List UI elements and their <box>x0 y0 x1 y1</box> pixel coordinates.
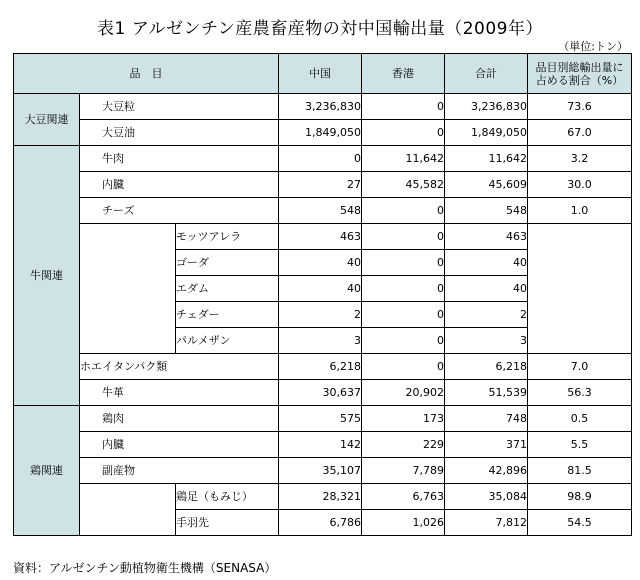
row-name: 牛肉 <box>80 146 279 172</box>
cell-hongkong: 1,026 <box>362 510 445 536</box>
cell-china: 28,321 <box>279 484 362 510</box>
unit-note: （単位:トン） <box>558 40 628 53</box>
row-name: 牛革 <box>80 380 279 406</box>
row-name: ゴーダ <box>176 250 279 276</box>
row-name: ホエイタンパク類 <box>80 354 279 380</box>
table-title: 表1 アルゼンチン産農畜産物の対中国輸出量（2009年） <box>97 19 543 39</box>
cell-china: 6,218 <box>279 354 362 380</box>
row-name: 鶏肉 <box>80 406 279 432</box>
table-row <box>14 120 632 146</box>
cell-hongkong: 20,902 <box>362 380 445 406</box>
cell-total: 1,849,050 <box>445 120 528 146</box>
cell-hongkong: 0 <box>362 302 445 328</box>
cell-hongkong: 229 <box>362 432 445 458</box>
table-row <box>14 458 632 484</box>
cell-share: 1.0 <box>528 198 632 224</box>
cell-hongkong: 0 <box>362 328 445 354</box>
cell-hongkong: 45,582 <box>362 172 445 198</box>
cell-china: 142 <box>279 432 362 458</box>
cell-share: 30.0 <box>528 172 632 198</box>
cell-share: 73.6 <box>528 94 632 120</box>
row-name: 内臓 <box>80 172 279 198</box>
table-row <box>14 94 632 120</box>
cell-total: 371 <box>445 432 528 458</box>
export-table <box>13 53 632 536</box>
row-name: 手羽先 <box>176 510 279 536</box>
cell-total: 40 <box>445 250 528 276</box>
table-header-row <box>14 54 632 94</box>
cell-share: 81.5 <box>528 458 632 484</box>
group-chicken: 鶏関連 <box>14 406 80 536</box>
header-item: 品 目 <box>14 54 279 94</box>
indent-spacer <box>80 224 176 354</box>
cell-share: 0.5 <box>528 406 632 432</box>
table-row <box>14 172 632 198</box>
cell-hongkong: 0 <box>362 198 445 224</box>
cell-total: 2 <box>445 302 528 328</box>
cell-china: 6,786 <box>279 510 362 536</box>
cell-share: 56.3 <box>528 380 632 406</box>
cell-china: 35,107 <box>279 458 362 484</box>
cell-total: 748 <box>445 406 528 432</box>
cell-share: 5.5 <box>528 432 632 458</box>
cell-share: 54.5 <box>528 510 632 536</box>
row-name: 大豆粒 <box>80 94 279 120</box>
cell-total: 7,812 <box>445 510 528 536</box>
cell-hongkong: 6,763 <box>362 484 445 510</box>
header-share: 品目別総輸出量に占める割合（%） <box>528 54 632 94</box>
cell-china: 2 <box>279 302 362 328</box>
cell-hongkong: 0 <box>362 120 445 146</box>
cell-hongkong: 7,789 <box>362 458 445 484</box>
cell-share: 3.2 <box>528 146 632 172</box>
table-row <box>14 406 632 432</box>
cell-china: 40 <box>279 276 362 302</box>
cell-china: 0 <box>279 146 362 172</box>
table-row <box>14 354 632 380</box>
cell-china: 1,849,050 <box>279 120 362 146</box>
row-name: エダム <box>176 276 279 302</box>
cell-total: 3 <box>445 328 528 354</box>
table-row <box>14 146 632 172</box>
cell-total: 3,236,830 <box>445 94 528 120</box>
row-name: 副産物 <box>80 458 279 484</box>
cell-total: 40 <box>445 276 528 302</box>
row-name: 大豆油 <box>80 120 279 146</box>
row-name: 鶏足（もみじ） <box>176 484 279 510</box>
row-name: チェダー <box>176 302 279 328</box>
cell-china: 27 <box>279 172 362 198</box>
cell-share: 98.9 <box>528 484 632 510</box>
cell-hongkong: 173 <box>362 406 445 432</box>
cell-share: 7.0 <box>528 354 632 380</box>
table-row <box>14 224 632 250</box>
cell-china: 40 <box>279 250 362 276</box>
cell-total: 6,218 <box>445 354 528 380</box>
cell-total: 548 <box>445 198 528 224</box>
cell-total: 11,642 <box>445 146 528 172</box>
cell-total: 463 <box>445 224 528 250</box>
header-hongkong: 香港 <box>362 54 445 94</box>
table-row <box>14 432 632 458</box>
group-beef: 牛関連 <box>14 146 80 406</box>
cell-hongkong: 11,642 <box>362 146 445 172</box>
row-name: 内臓 <box>80 432 279 458</box>
cell-hongkong: 0 <box>362 354 445 380</box>
cell-hongkong: 0 <box>362 276 445 302</box>
group-soy: 大豆関連 <box>14 94 80 146</box>
cell-china: 575 <box>279 406 362 432</box>
indent-spacer <box>80 484 176 536</box>
cell-china: 3 <box>279 328 362 354</box>
header-total: 合計 <box>445 54 528 94</box>
cell-hongkong: 0 <box>362 250 445 276</box>
cell-china: 463 <box>279 224 362 250</box>
cell-total: 42,896 <box>445 458 528 484</box>
cell-hongkong: 0 <box>362 94 445 120</box>
cell-hongkong: 0 <box>362 224 445 250</box>
table-row <box>14 198 632 224</box>
table-row <box>14 484 632 510</box>
source-note: 資料：アルゼンチン動植物衛生機構（SENASA） <box>13 561 277 575</box>
cell-share: 67.0 <box>528 120 632 146</box>
cell-total: 51,539 <box>445 380 528 406</box>
table-row <box>14 380 632 406</box>
cell-china: 548 <box>279 198 362 224</box>
cell-total: 35,084 <box>445 484 528 510</box>
row-name: パルメザン <box>176 328 279 354</box>
cell-china: 30,637 <box>279 380 362 406</box>
row-name: チーズ <box>80 198 279 224</box>
cell-total: 45,609 <box>445 172 528 198</box>
cell-share-empty <box>528 224 632 354</box>
header-china: 中国 <box>279 54 362 94</box>
cell-china: 3,236,830 <box>279 94 362 120</box>
row-name: モッツアレラ <box>176 224 279 250</box>
